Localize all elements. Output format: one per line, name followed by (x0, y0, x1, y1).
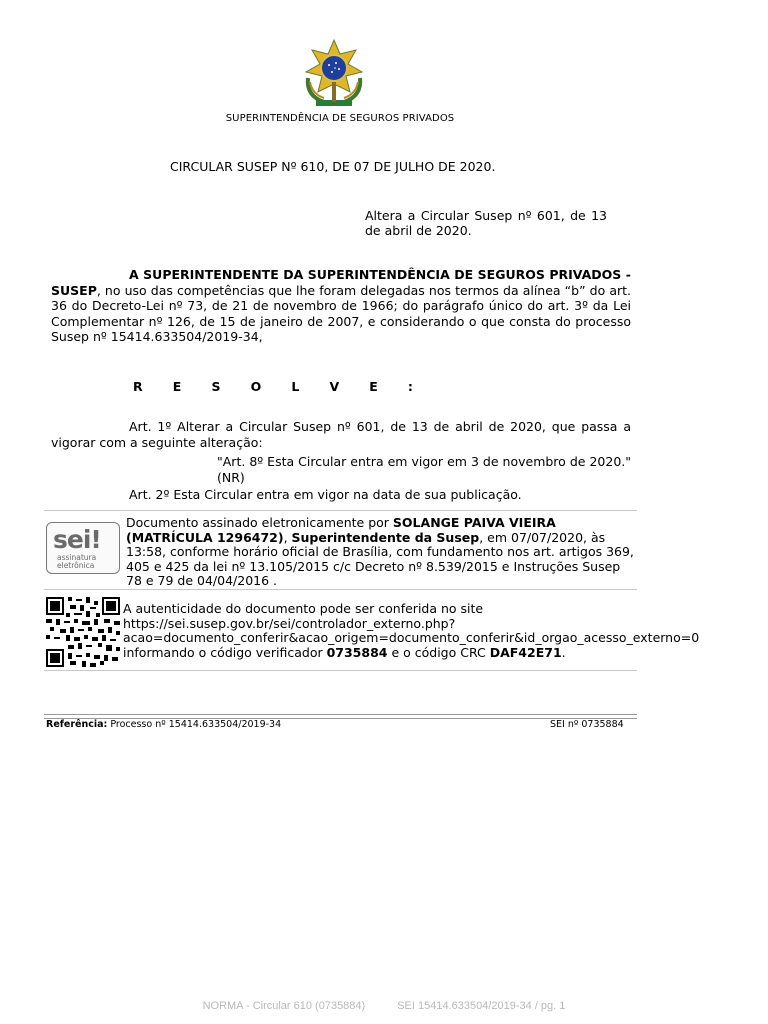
article-1-quote: "Art. 8º Esta Circular entra em vigor em 3 de novembro de 2020." (NR) (217, 454, 631, 485)
coat-of-arms-emblem (302, 38, 366, 110)
resolve-letter: E (172, 379, 182, 394)
sei-logo-sub-1: assinatura (57, 553, 97, 562)
sei-logo-text: sei! (53, 525, 101, 554)
document-title: CIRCULAR SUSEP Nº 610, DE 07 DE JULHO DE 2020. (170, 159, 496, 174)
divider (44, 510, 637, 511)
resolve-letter: S (211, 379, 221, 394)
verify-url-line-2: acao=documento_conferir&acao_origem=documento_conferir&id_orgao_acesso_externo=0 (123, 630, 700, 645)
signature-prefix: Documento assinado eletronicamente por (126, 515, 393, 530)
crc-code: DAF42E71 (489, 644, 562, 660)
preamble-text: , no uso das competências que lhe foram delegadas nos termos da alínea “b” do art. 36 do Decreto-Lei nº 73, de 21 de novembro de 1966; do parágrafo único do art. 3º da Lei Complementar nº 126, de 15 de janeiro de 2007, e considerando o que consta do processo Susep nº 15414.633504/2019-34, (51, 282, 631, 344)
sei-number: SEI nº 0735884 (550, 719, 624, 730)
article-2: Art. 2º Esta Circular entra em vigor na data de sua publicação. (129, 487, 522, 502)
signature-details: , em 07/07/2020, às 13:58, conforme horário oficial de Brasília, com fundamento nos art. artigos 369, 405 e 425 da lei nº 13.105/2015 c/c Decreto nº 8.539/2015 e Instruções Susep 78 e 79 de 04/04/2016 . (126, 529, 634, 588)
resolve-letter: L (291, 379, 300, 394)
page-footer (0, 1000, 768, 1012)
verifier-code: 0735884 (326, 644, 388, 660)
verify-codes-line (123, 646, 743, 661)
reference-process: Processo nº 15414.633504/2019-34 (107, 719, 282, 730)
footer-left: NORMA - Circular 610 (0735884) (202, 1000, 366, 1012)
authenticity-statement (123, 602, 743, 660)
article-1-text: Art. 1º Alterar a Circular Susep nº 601, de 13 de abril de 2020, que passa a vigorar com a seguinte alteração: (51, 419, 631, 450)
resolve-letter: V (329, 379, 340, 394)
sei-logo-subtitle (57, 554, 96, 570)
sei-logo-sub-2: eletrônica (57, 561, 95, 570)
agency-name: SUPERINTENDÊNCIA DE SEGUROS PRIVADOS (225, 113, 455, 124)
divider (44, 589, 637, 590)
ementa: Altera a Circular Susep nº 601, de 13 de abril de 2020. (365, 208, 607, 238)
resolve-letter: : (407, 379, 413, 394)
verify-code-end: . (561, 644, 566, 660)
footer-right: SEI 15414.633504/2019-34 / pg. 1 (397, 1000, 566, 1012)
verify-code-prefix: informando o código verificador (123, 644, 327, 660)
sei-signature-logo (46, 522, 120, 574)
verify-url-line-1: https://sei.susep.gov.br/sei/controlador_externo.php? (123, 615, 456, 631)
resolve-heading (133, 379, 413, 394)
verify-code-mid: e o código CRC (387, 644, 490, 660)
reference-label: Referência: (46, 719, 108, 730)
signature-separator: , (283, 529, 292, 545)
resolve-letter: R (133, 379, 143, 394)
preamble-paragraph (51, 267, 631, 345)
verify-line-1: A autenticidade do documento pode ser conferida no site (123, 601, 484, 616)
divider (44, 670, 637, 671)
preamble-authority: A SUPERINTENDENTE DA SUPERINTENDÊNCIA DE SEGUROS PRIVADOS - SUSEP (51, 267, 631, 298)
resolve-letter: O (250, 379, 262, 394)
signature-statement (126, 516, 636, 589)
resolve-letter: E (369, 379, 378, 394)
reference-line (46, 719, 281, 730)
signer-role: Superintendente da Susep (291, 529, 480, 545)
qr-code-icon (46, 597, 120, 667)
article-1 (51, 419, 631, 450)
signer-name: SOLANGE PAIVA VIEIRA (MATRÍCULA 1296472) (126, 515, 556, 545)
